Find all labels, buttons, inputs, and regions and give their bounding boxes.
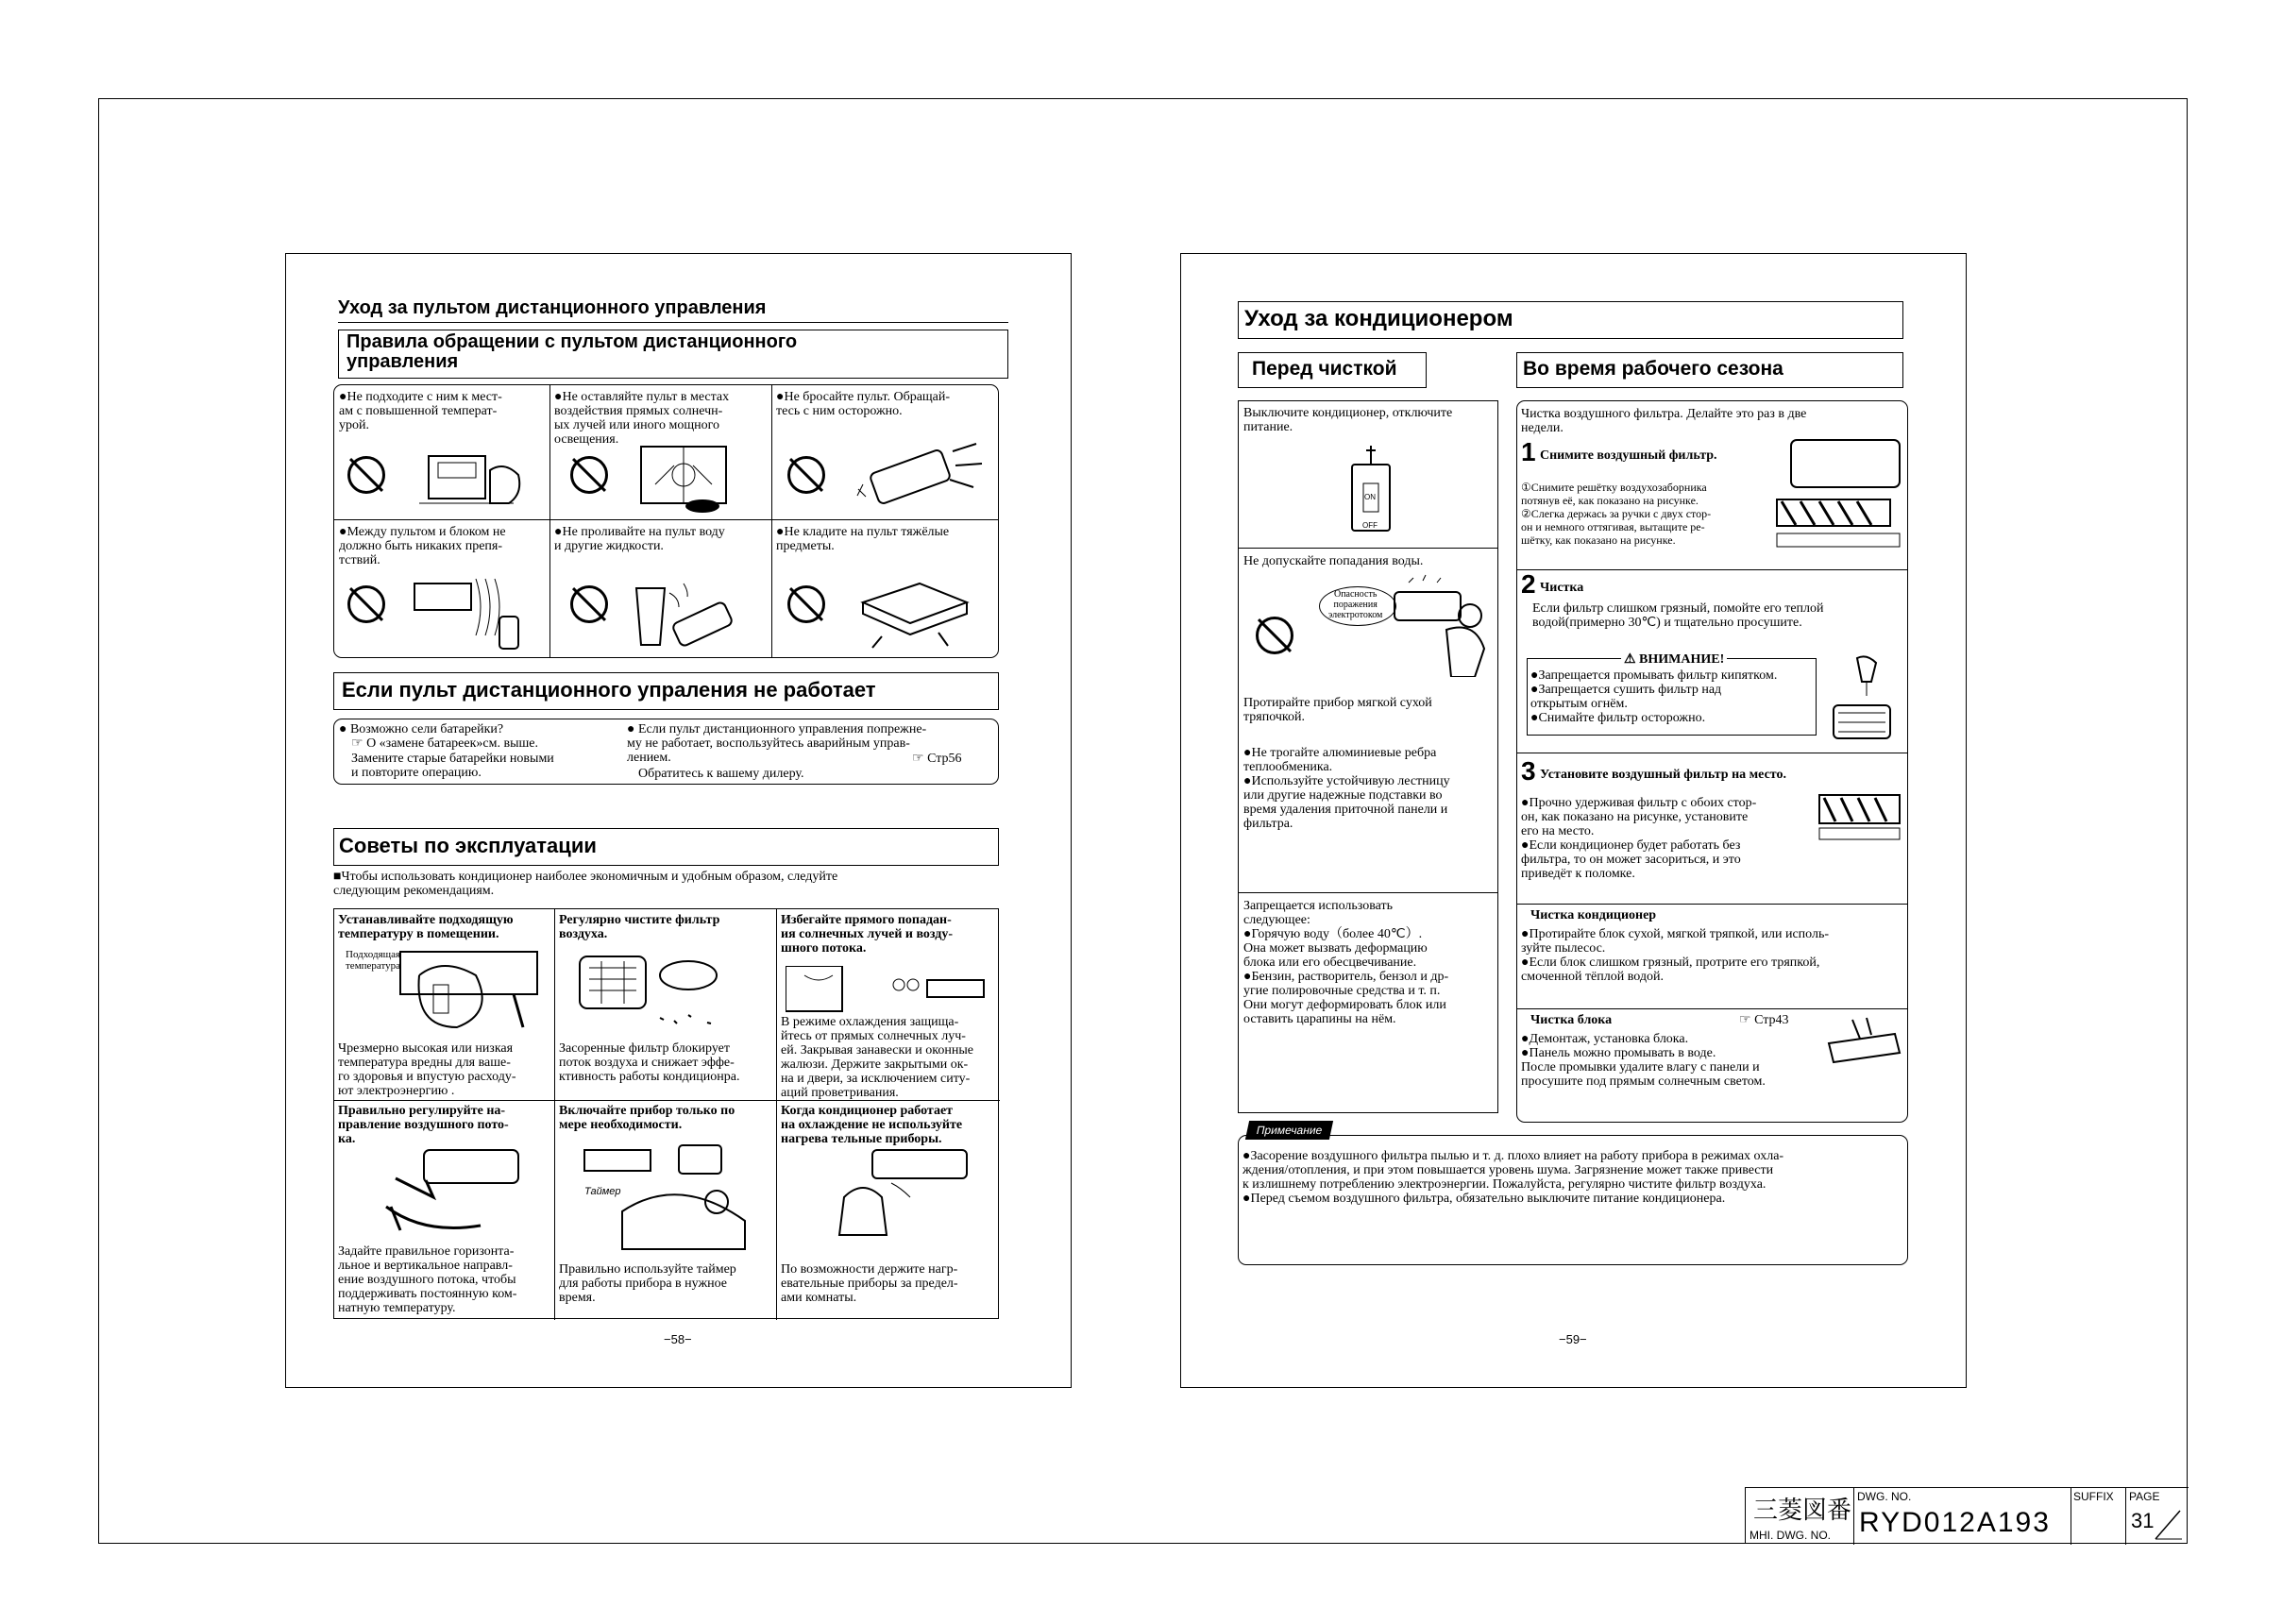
rule-item-4: ●Между пультом и блоком не должно быть никаких препя- тствий.: [339, 525, 506, 567]
title-block: [1745, 1487, 2189, 1544]
right-title: Уход за кондиционером: [1238, 301, 1903, 339]
before-wipe: Протирайте прибор мягкой сухой тряпочкой.: [1243, 696, 1432, 724]
tip-body-1: Чрезмерно высокая или низкая температура вредны для ваше- го здоровья и впустую расходу- ют электроэнергию .: [338, 1041, 516, 1098]
ac-thermometer-illustration: [391, 947, 547, 1037]
notwork-emergency: ● Если пульт дистанционного управления попрежне- му не работает, воспользуйтесь аварийным управ- лением.: [627, 722, 927, 765]
tips-title: Советы по эксплуатации: [333, 828, 999, 866]
step-1-number: 1: [1521, 437, 1536, 466]
prohibited-icon: [787, 456, 825, 494]
page-slash-mark: [2150, 1509, 2184, 1543]
season-column: [1516, 400, 1908, 1123]
remote-water-illustration: [617, 574, 750, 654]
rule-item-2: ●Не оставляйте пульт в местах воздействия прямых солнечн- ых лучей или иного мощного освещения.: [554, 390, 730, 447]
heater-illustration: [806, 1141, 986, 1249]
unit-clean-ref-row: [1739, 1013, 1789, 1027]
step-2-title: Чистка: [1540, 581, 1584, 595]
filter-illustration: [575, 947, 764, 1037]
right-page: [1180, 253, 1967, 1388]
before-fins-ladder: ●Не трогайте алюминиевые ребра теплообменика. ●Используйте устойчивую лестницу или другие надежные подставки во время удаления приточной панели и фильтра.: [1243, 746, 1450, 831]
sofa-timer-illustration: [575, 1136, 764, 1259]
hand-pointer-icon: ☞: [1739, 1013, 1751, 1027]
dwg-label: DWG. NO.: [1857, 1490, 1912, 1503]
unit-clean-title: Чистка блока: [1530, 1013, 1613, 1027]
tips-intro: ■Чтобы использовать кондиционер наиболее экономичным и удобным образом, следуйте следующим рекомендациям.: [333, 870, 838, 898]
warning-body: ●Запрещается промывать фильтр кипятком. ●Запрещается сушить фильтр над открытым огнём. ●Снимайте фильтр осторожно.: [1530, 668, 1778, 725]
cond-clean-title: Чистка кондиционер: [1530, 908, 1657, 922]
prohibited-icon: [1256, 617, 1293, 654]
prohibited-icon: [347, 585, 385, 623]
page-label: PAGE: [2129, 1490, 2160, 1503]
notwork-dealer: Обратитесь к вашему дилеру.: [638, 767, 804, 781]
mhi-jp-label: 三菱図番: [1753, 1497, 1852, 1525]
switch-off-label: OFF: [1362, 521, 1378, 530]
airflow-illustration: [372, 1141, 532, 1240]
filter-install-illustration: [1815, 790, 1904, 847]
filter-remove-illustration: [1772, 435, 1904, 567]
note-body: ●Засорение воздушного фильтра пылью и т. д. плохо влияет на работу прибора в режимах охла- ждения/отопления, и при этом повышается уровень шума. Загрязнение может также привести к излишнему потреблению электроэнергии. Пожалуйста, регулярно чистите фильтр воздуха. ●Перед съемом воздушного фильтра, обязательно выключите питание кондиционера.: [1242, 1149, 1784, 1206]
tip-label-5: Таймер: [584, 1186, 621, 1197]
filter-wash-illustration: [1829, 649, 1904, 743]
notwork-battery: ● Возможно сели батарейки?: [339, 722, 504, 736]
before-column: [1238, 400, 1498, 1113]
notwork-box: [333, 719, 999, 785]
tip-title-6: Когда кондиционер работает на охлаждение не используйте нагрева тельные приборы.: [781, 1104, 963, 1146]
tip-title-4: Правильно регулируйте на- правление воздушного пото- ка.: [338, 1104, 509, 1146]
tips-grid: [333, 908, 999, 1319]
tip-body-4: Задайте правильное горизонта- льное и вертикальное направл- ение воздушного потока, чтобы поддерживать постоянную ком- натную температуру.: [338, 1244, 517, 1315]
tip-body-5: Правильно используйте таймер для работы прибора в нужное время.: [559, 1262, 736, 1305]
remote-heavy-illustration: [844, 574, 986, 654]
left-header: Уход за пультом дистанционного управления: [338, 297, 767, 318]
note-label: Примечание: [1245, 1121, 1334, 1140]
danger-label: Опасность поражения электротоком: [1328, 589, 1383, 620]
dwg-number: RYD012A193: [1859, 1507, 2051, 1538]
mhi-en-label: MHI. DWG. NO.: [1750, 1529, 1831, 1542]
spray-ac-illustration: [1390, 573, 1494, 677]
panel-illustration: [1824, 1015, 1904, 1072]
season-intro: Чистка воздушного фильтра. Делайте это раз в две недели.: [1521, 407, 1807, 435]
before-power-off: Выключите кондиционер, отключите питание.: [1243, 406, 1453, 434]
tip-title-1: Устанавливайте подходящую температуру в помещении.: [338, 913, 514, 941]
step-3-title: Установите воздушный фильтр на место.: [1540, 768, 1786, 782]
prohibited-icon: [787, 585, 825, 623]
remote-obstacle-illustration: [410, 574, 542, 654]
cond-clean-body: ●Протирайте блок сухой, мягкой тряпкой, или исполь- зуйте пылесос. ●Если блок слишком грязный, протрите его тряпкой, смоченной тёплой водой.: [1521, 927, 1830, 984]
remote-heat-illustration: [410, 442, 532, 513]
remote-sunlight-illustration: [617, 442, 750, 516]
step-3-number: 3: [1521, 756, 1536, 786]
rule-item-6: ●Не кладите на пульт тяжёлые предметы.: [776, 525, 950, 553]
window-sun-illustration: [786, 966, 993, 1013]
rules-title: Правила обращении с пультом дистанционного управления: [338, 330, 1008, 379]
tip-title-3: Избегайте прямого попадан- ия солнечных лучей и возду- шного потока.: [781, 913, 954, 956]
prohibited-icon: [570, 456, 608, 494]
left-page-number: −58−: [664, 1332, 692, 1346]
prohibited-icon: [570, 585, 608, 623]
before-forbidden: Запрещается использовать следующее: ●Горячую воду（более 40℃）. Она может вызвать деформацию блока или его обесцвечивание. ●Бензин, растворитель, бензол и др- угие полировочные средства и т. п. Они могут деформировать блок или оставить царапины на нём.: [1243, 899, 1449, 1026]
step-2-number: 2: [1521, 569, 1536, 599]
hand-pointer-icon: ☞: [351, 736, 363, 751]
before-title: Перед чисткой: [1238, 352, 1427, 388]
page-number: 31: [2131, 1509, 2155, 1532]
left-page: [285, 253, 1072, 1388]
before-no-water: Не допускайте попадания воды.: [1243, 554, 1424, 568]
rule-item-5: ●Не проливайте на пульт воду и другие жидкости.: [554, 525, 725, 553]
tip-body-2: Засоренные фильтр блокирует поток воздуха и снижает эффе- ктивность работы кондиционра.: [559, 1041, 740, 1084]
header-rule: [338, 322, 1008, 323]
notwork-emergency-ref[interactable]: Стр56: [927, 752, 962, 766]
rule-item-1: ●Не подходите с ним к мест- ам с повышенной температ- урой.: [339, 390, 502, 432]
hand-pointer-icon: ☞: [912, 752, 924, 766]
warning-title: ⚠ ВНИМАНИЕ!: [1621, 652, 1727, 667]
step-2-body: Если фильтр слишком грязный, помойте его теплой водой(примерно 30℃) и тщательно просушите.: [1532, 601, 1824, 630]
rules-grid: [333, 384, 999, 658]
tip-body-3: В режиме охлаждения защища- йтесь от прямых солнечных луч- ей. Закрывая занавески и оконные жалюзи. Держите закрытыми ок- на и двери, за исключением ситу- аций проветривания.: [781, 1015, 973, 1100]
tip-title-5: Включайте прибор только по мере необходимости.: [559, 1104, 735, 1132]
step-1-title: Снимите воздушный фильтр.: [1540, 448, 1717, 463]
tip-title-2: Регулярно чистите фильтр воздуха.: [559, 913, 720, 941]
notwork-battery-ref[interactable]: О «замене батареек»см. выше.: [366, 736, 538, 751]
notwork-emergency-ref-row: [912, 752, 962, 766]
unit-clean-body: ●Демонтаж, установка блока. ●Панель можно промывать в воде. После промывки удалите влагу с панели и просушите под прямым солнечным светом.: [1521, 1032, 1766, 1089]
suffix-label: SUFFIX: [2073, 1490, 2114, 1503]
tip-label-1: Подходящая температура: [346, 949, 401, 972]
season-title: Во время рабочего сезона: [1516, 352, 1903, 388]
notwork-replace: Замените старые батарейки новыми и повторите операцию.: [351, 752, 554, 780]
switch-on-label: ON: [1364, 493, 1376, 501]
right-page-number: −59−: [1559, 1332, 1587, 1346]
rule-item-3: ●Не бросайте пульт. Обращай- тесь с ним осторожно.: [776, 390, 951, 418]
unit-clean-ref[interactable]: Стр43: [1754, 1013, 1789, 1027]
tip-body-6: По возможности держите нагр- евательные приборы за предел- ами комнаты.: [781, 1262, 958, 1305]
prohibited-icon: [347, 456, 385, 494]
notwork-title: Если пульт дистанционного упраления не работает: [333, 672, 999, 710]
notwork-battery-ref-row: [351, 736, 538, 751]
remote-throw-illustration: [844, 442, 986, 516]
step-3-body: ●Прочно удерживая фильтр с обоих стор- он, как показано на рисунке, установите его на место. ●Если кондиционер будет работать без фильтра, то он может засориться, и это приведёт к поломке.: [1521, 796, 1757, 881]
step-1-body: ①Снимите решётку воздухозаборника потянув её, как показано на рисунке. ②Слегка держась за ручки с двух стор- он и немного оттягивая, вытащите ре- шётку, как показано на рисунке.: [1521, 481, 1712, 547]
